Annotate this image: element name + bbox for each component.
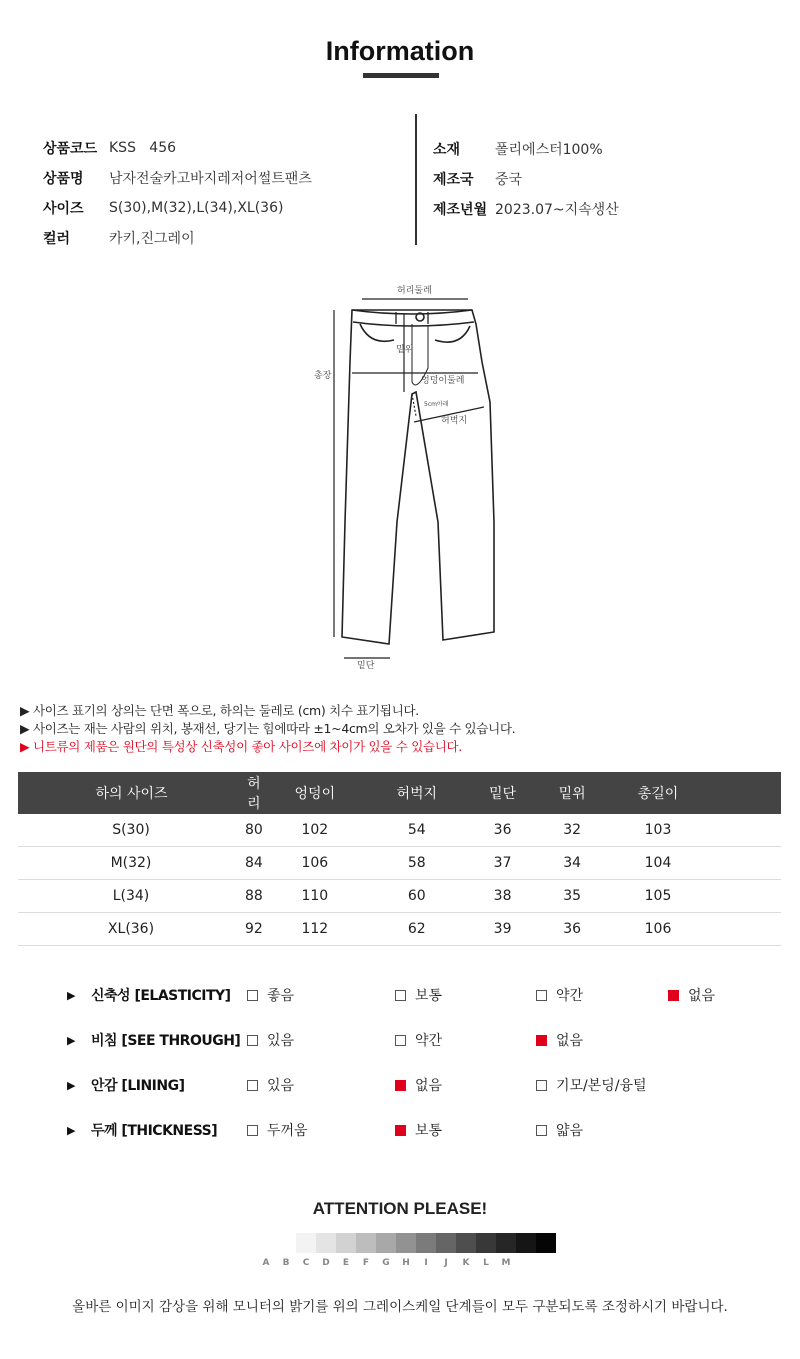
attribute-option (247, 985, 294, 1005)
info-value: 중국 (495, 172, 523, 188)
header-rise: 밑위 (537, 772, 607, 814)
pants-outline (342, 310, 494, 644)
table-cell: 37 (468, 847, 538, 880)
table-cell: 36 (468, 814, 538, 847)
attribute-title: 안감 [LINING] (91, 1078, 185, 1094)
length-label: 총장 (314, 371, 332, 381)
grayscale-swatch (276, 1233, 296, 1253)
table-row (18, 913, 781, 946)
hem-label: 밑단 (357, 661, 375, 671)
header-hip: 엉덩이 (264, 772, 366, 814)
crotch-guide (412, 394, 416, 416)
table-cell: 88 (244, 880, 264, 913)
info-value: 남자전술카고바지레저어썰트팬츠 (109, 171, 312, 187)
info-row-name (43, 163, 312, 193)
attribute-option (395, 1030, 442, 1050)
table-cell: 58 (366, 847, 468, 880)
attention-title: ATTENTION PLEASE! (312, 1199, 488, 1218)
info-row-color (43, 223, 312, 253)
header-length: 총길이 (607, 772, 709, 814)
attribute-title: 두께 [THICKNESS] (91, 1123, 218, 1139)
table-cell: 35 (537, 880, 607, 913)
header-size: 하의 사이즈 (18, 772, 244, 814)
attribute-option (395, 985, 442, 1005)
grayscale-letters (256, 1258, 516, 1268)
title-underline (363, 73, 439, 78)
attribute-option (247, 1075, 294, 1095)
hip-label: 엉덩이둘레 (421, 376, 465, 386)
table-cell: 62 (366, 913, 468, 946)
table-cell: 106 (264, 847, 366, 880)
table-cell: 84 (244, 847, 264, 880)
header-waist: 허리 (244, 772, 264, 814)
attribute-row (0, 1075, 800, 1097)
grayscale-swatch (376, 1233, 396, 1253)
unchecked-box-icon (395, 990, 406, 1001)
triangle-bullet-icon: ▶ (67, 1034, 76, 1047)
table-cell: 38 (468, 880, 538, 913)
grayscale-letter: I (424, 1258, 428, 1268)
note-line: ▶ 사이즈 표기의 상의는 단면 폭으로, 하의는 둘레로 (cm) 치수 표기됩니다. (20, 703, 419, 718)
grayscale-swatch (536, 1233, 556, 1253)
grayscale-letter: M (501, 1258, 511, 1268)
unchecked-box-icon (395, 1035, 406, 1046)
triangle-bullet-icon: ▶ (67, 1124, 76, 1137)
table-cell: 103 (607, 814, 709, 847)
info-row-manufactured (433, 194, 619, 224)
checked-box-icon (536, 1035, 547, 1046)
header-hem: 밑단 (468, 772, 538, 814)
attribute-option (395, 1075, 442, 1095)
table-spacer (709, 913, 781, 946)
unchecked-box-icon (536, 1125, 547, 1136)
attribute-option-label: 없음 (556, 1033, 584, 1049)
info-label: 제조국 (433, 172, 474, 188)
grayscale-swatch (436, 1233, 456, 1253)
attribute-option-label: 좋음 (267, 988, 295, 1004)
unchecked-box-icon (536, 990, 547, 1001)
table-cell: 104 (607, 847, 709, 880)
table-cell: M(32) (18, 847, 244, 880)
info-row-code (43, 133, 312, 163)
grayscale-swatch (416, 1233, 436, 1253)
grayscale-letter: K (462, 1258, 470, 1268)
grayscale-swatch (476, 1233, 496, 1253)
header-spacer (709, 772, 781, 814)
attribute-option-label: 약간 (556, 988, 584, 1004)
grayscale-letter: J (444, 1258, 448, 1268)
attribute-option-label: 두꺼움 (267, 1123, 308, 1139)
header-thigh: 허벅지 (366, 772, 468, 814)
attribute-option (536, 1030, 583, 1050)
monitor-note: 올바른 이미지 감상을 위해 모니터의 밝기를 위의 그레이스케일 단계들이 모두 구분되도록 조정하시기 바랍니다. (72, 1299, 728, 1315)
attribute-option-label: 없음 (415, 1078, 443, 1094)
table-cell: 39 (468, 913, 538, 946)
info-value: 2023.07~지속생산 (495, 202, 619, 218)
crotch-note-label: 5cm아래 (424, 401, 449, 408)
triangle-bullet-icon: ▶ (67, 1079, 76, 1092)
table-cell: 105 (607, 880, 709, 913)
waist-label: 허리둘레 (397, 286, 432, 296)
table-cell: 106 (607, 913, 709, 946)
info-label: 상품명 (43, 171, 84, 187)
grayscale-swatch (456, 1233, 476, 1253)
note-line-warning: ▶ 니트류의 제품은 원단의 특성상 신축성이 좋아 사이즈에 차이가 있을 수 있습니다. (20, 739, 462, 754)
grayscale-swatch (496, 1233, 516, 1253)
table-cell: 110 (264, 880, 366, 913)
attribute-option (247, 1120, 308, 1140)
attribute-option (668, 985, 715, 1005)
table-cell: 54 (366, 814, 468, 847)
table-cell: XL(36) (18, 913, 244, 946)
table-cell: 34 (537, 847, 607, 880)
table-cell: 92 (244, 913, 264, 946)
info-value: KSS 456 (109, 140, 177, 156)
table-spacer (709, 847, 781, 880)
grayscale-letter: A (262, 1258, 270, 1268)
table-row (18, 847, 781, 880)
note-line: ▶ 사이즈는 재는 사람의 위치, 봉재선, 당기는 힘에따라 ±1~4cm의 오차가 있을 수 있습니다. (20, 721, 516, 736)
attribute-option (536, 1120, 583, 1140)
grayscale-swatch (336, 1233, 356, 1253)
pants-measurement-diagram (300, 282, 510, 677)
page-title: Information (325, 36, 475, 66)
front-pocket-right (435, 326, 470, 342)
attribute-option (395, 1120, 442, 1140)
grayscale-letter: H (402, 1258, 410, 1268)
info-label: 소재 (433, 142, 461, 158)
info-value: S(30),M(32),L(34),XL(36) (109, 200, 284, 216)
attribute-option (536, 1075, 647, 1095)
grayscale-swatch (516, 1233, 536, 1253)
grayscale-letter: G (382, 1258, 390, 1268)
grayscale-swatch (316, 1233, 336, 1253)
table-cell: 36 (537, 913, 607, 946)
waistband (352, 310, 474, 326)
grayscale-swatch (296, 1233, 316, 1253)
attribute-option-label: 보통 (415, 988, 443, 1004)
info-row-material (433, 134, 619, 164)
table-cell: 102 (264, 814, 366, 847)
table-cell: L(34) (18, 880, 244, 913)
grayscale-bar (276, 1233, 556, 1253)
table-spacer (709, 814, 781, 847)
unchecked-box-icon (536, 1080, 547, 1091)
rise-label: 밑위 (396, 345, 414, 355)
grayscale-letter: C (302, 1258, 310, 1268)
attribute-option-label: 기모/본딩/융털 (556, 1078, 647, 1094)
thigh-label: 허벅지 (441, 416, 468, 426)
table-row (18, 814, 781, 847)
grayscale-letter: L (483, 1258, 489, 1268)
grayscale-letter: F (362, 1258, 370, 1268)
info-label: 제조년월 (433, 202, 488, 218)
table-cell: 60 (366, 880, 468, 913)
attribute-option-label: 얇음 (556, 1123, 584, 1139)
info-row-origin (433, 164, 619, 194)
unchecked-box-icon (247, 1125, 258, 1136)
attribute-option-label: 약간 (415, 1033, 443, 1049)
info-value: 폴리에스터100% (495, 142, 603, 158)
front-pocket-left (360, 324, 394, 341)
info-value: 카키,진그레이 (109, 231, 195, 247)
attribute-option (247, 1030, 294, 1050)
triangle-bullet-icon: ▶ (67, 989, 76, 1002)
product-info-right (433, 134, 619, 224)
grayscale-swatch (396, 1233, 416, 1253)
size-table (18, 772, 781, 946)
info-row-size (43, 193, 312, 223)
attribute-row (0, 1030, 800, 1052)
unchecked-box-icon (247, 990, 258, 1001)
attribute-option (536, 985, 583, 1005)
table-row (18, 880, 781, 913)
attribute-row (0, 1120, 800, 1142)
attribute-title: 신축성 [ELASTICITY] (91, 988, 231, 1004)
attribute-option-label: 있음 (267, 1078, 295, 1094)
unchecked-box-icon (247, 1035, 258, 1046)
info-label: 컬러 (43, 231, 71, 247)
attribute-option-label: 보통 (415, 1123, 443, 1139)
attribute-title: 비침 [SEE THROUGH] (91, 1033, 241, 1049)
attribute-option-label: 있음 (267, 1033, 295, 1049)
attribute-row (0, 985, 800, 1007)
table-cell: 112 (264, 913, 366, 946)
info-divider (415, 114, 417, 245)
grayscale-letter: E (342, 1258, 350, 1268)
checked-box-icon (395, 1080, 406, 1091)
product-info-left (43, 133, 312, 253)
checked-box-icon (395, 1125, 406, 1136)
table-cell: 32 (537, 814, 607, 847)
unchecked-box-icon (247, 1080, 258, 1091)
grayscale-letter: B (282, 1258, 290, 1268)
info-label: 상품코드 (43, 141, 98, 157)
table-cell: S(30) (18, 814, 244, 847)
info-label: 사이즈 (43, 201, 84, 217)
attribute-option-label: 없음 (688, 988, 716, 1004)
table-spacer (709, 880, 781, 913)
size-notes (20, 702, 515, 756)
table-header-row (18, 772, 781, 814)
checked-box-icon (668, 990, 679, 1001)
grayscale-letter: D (322, 1258, 330, 1268)
table-cell: 80 (244, 814, 264, 847)
grayscale-swatch (356, 1233, 376, 1253)
